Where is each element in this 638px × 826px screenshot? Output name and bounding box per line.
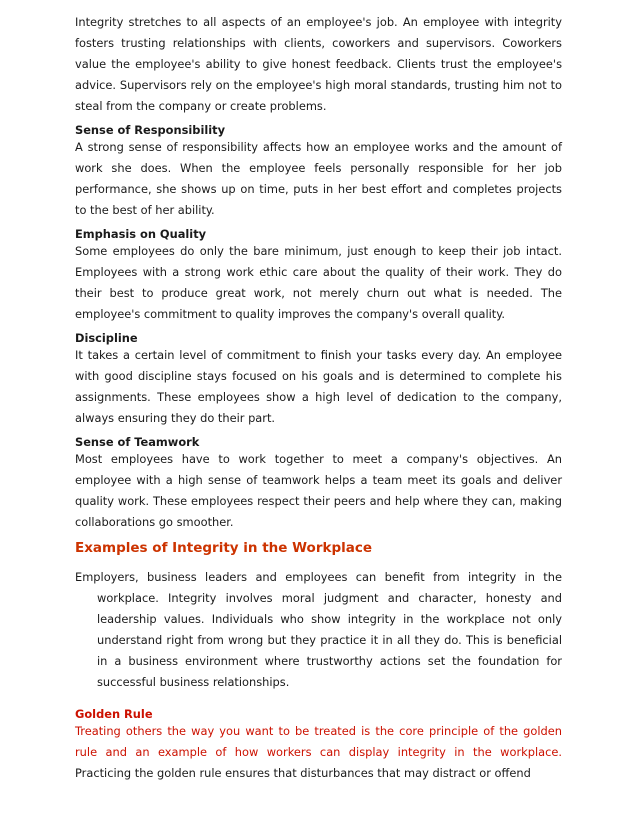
section-heading-teamwork: Sense of Teamwork xyxy=(75,435,200,449)
intro-paragraph: Integrity stretches to all aspects of an employee's job. An employee with integrity fosters trusting relationships with clients, coworkers and supervisors. Coworkers value the employee's ability to give honest feedback. Clients trust the employee's advice. Supervisors rely on the employee's high moral standards, trusting him not to steal from the company or create problems. xyxy=(75,15,562,113)
section-text-teamwork: Most employees have to work together to meet a company's objectives. An employee with a high sense of teamwork helps a team meet its goals and deliver quality work. These employees respect their peers and help where they can, making collaborations go smoother. xyxy=(75,452,562,529)
section-text-responsibility: A strong sense of responsibility affects how an employee works and the amount of work she does. When the employee feels personally responsible for her job performance, she shows up on time, puts in her best effort and completes projects to the best of her ability. xyxy=(75,140,562,217)
section-heading-discipline: Discipline xyxy=(75,331,138,345)
section-text-discipline: It takes a certain level of commitment to finish your tasks every day. An employee with good discipline stays focused on his goals and is determined to complete his assignments. These employees show a high level of dedication to the company, always ensuring they do their part. xyxy=(75,348,562,425)
golden-rule-text: Practicing the golden rule ensures that disturbances that may distract or offend xyxy=(75,766,531,780)
section-heading-quality: Emphasis on Quality xyxy=(75,227,207,241)
golden-rule-paragraph xyxy=(75,721,562,784)
section-text-quality: Some employees do only the bare minimum, just enough to keep their job intact. Employees with a strong work ethic care about the quality of their work. They do their best to produce great work, not merely churn out what is needed. The employee's commitment to quality improves the company's overall quality. xyxy=(75,244,562,321)
golden-rule-red-text: Treating others the way you want to be treated is the core principle of the golden rule and an example of how workers can display integrity in the workplace. xyxy=(75,724,562,759)
spacer xyxy=(75,693,562,707)
document-page xyxy=(75,12,562,784)
examples-paragraph: Employers, business leaders and employees can benefit from integrity in the workplace. Integrity involves moral judgment and character, honesty and leadership values. Individuals who show integrity in the workplace not only understand right from wrong but they practice it in all they do. This is beneficial in a business environment where trustworthy actions set the foundation for successful business relationships. xyxy=(75,570,562,689)
examples-heading: Examples of Integrity in the Workplace xyxy=(75,540,373,556)
golden-rule-heading: Golden Rule xyxy=(75,707,153,721)
section-heading-responsibility: Sense of Responsibility xyxy=(75,123,226,137)
